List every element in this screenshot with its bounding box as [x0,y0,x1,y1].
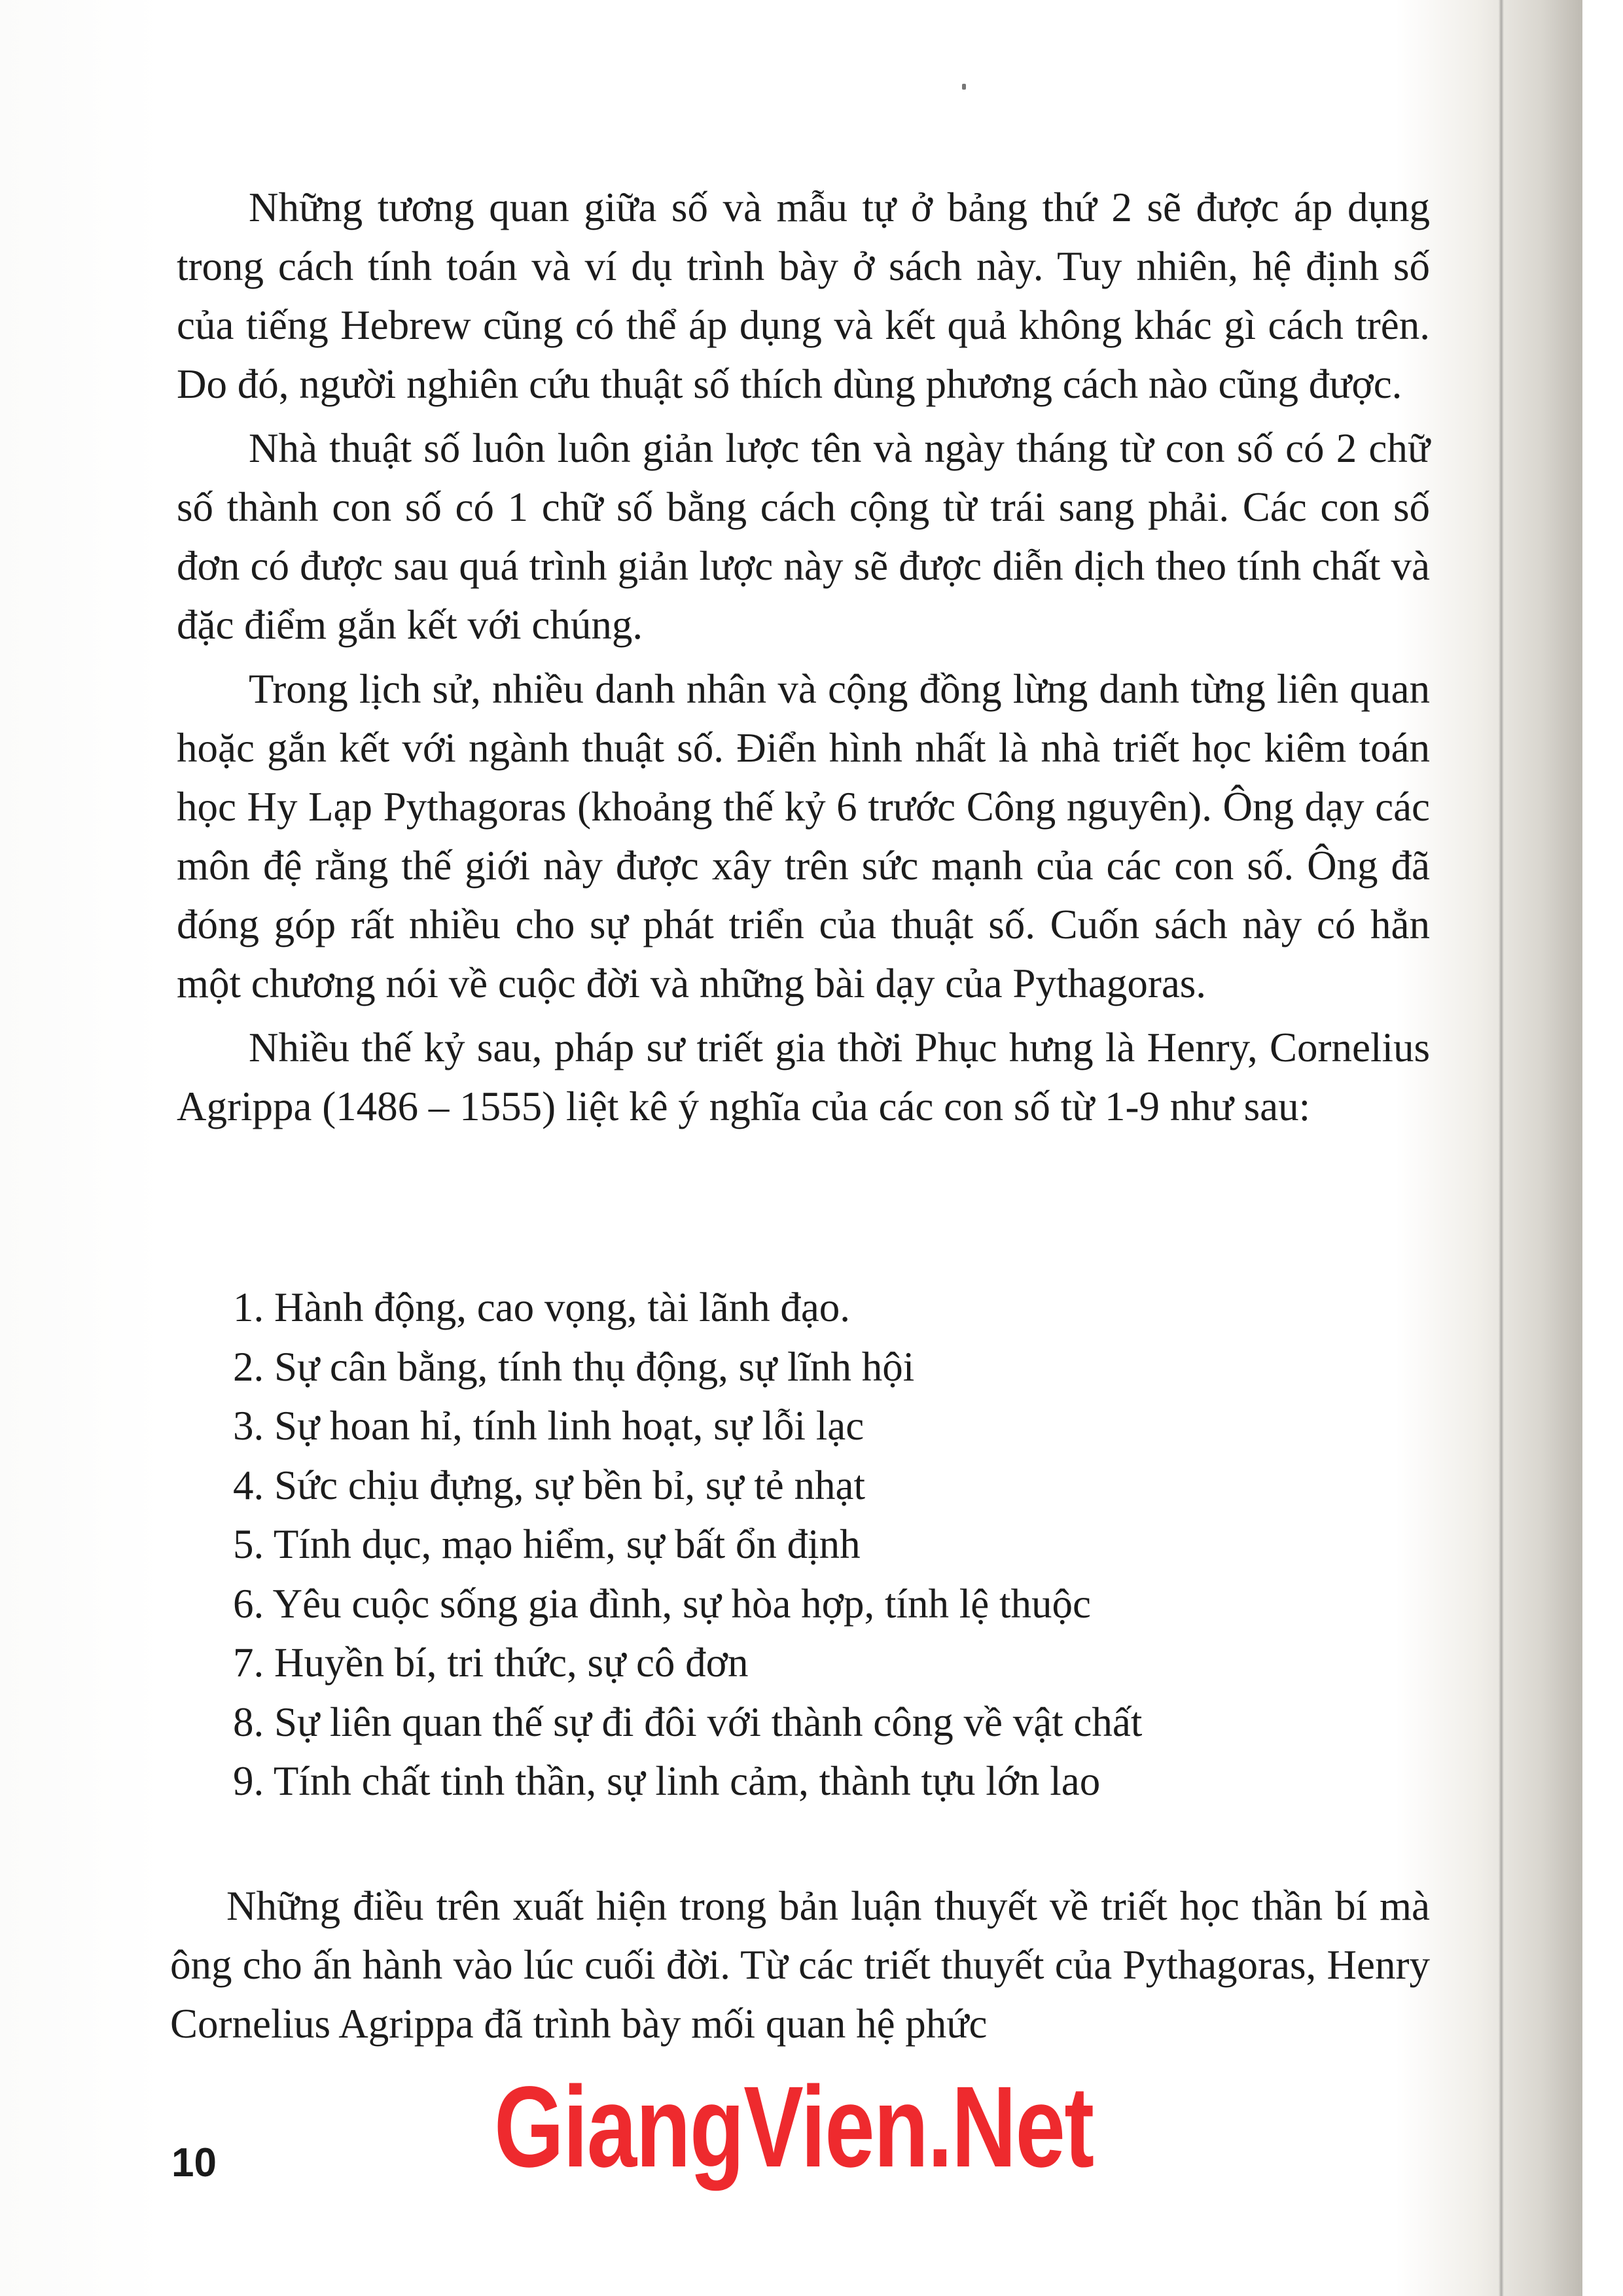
number-meaning-list [233,1278,1346,1811]
list-item: 2. Sự cân bằng, tính thụ động, sự lĩnh hội [233,1343,915,1390]
page-edge [1582,0,1623,2296]
closing-paragraph: Những điều trên xuất hiện trong bản luận thuyết về triết học thần bí mà ông cho ấn hành vào lúc cuối đời. Từ các triết thuyết của Pythagoras, Henry Cornelius Agrippa đã trình bày mối quan hệ phức [170,1883,1430,2047]
list-item: 8. Sự liên quan thế sự đi đôi với thành công về vật chất [233,1699,1143,1745]
list-item: 3. Sự hoan hỉ, tính linh hoạt, sự lỗi lạc [233,1403,865,1449]
list-item: 5. Tính dục, mạo hiểm, sự bất ổn định [233,1521,861,1567]
list-item: 9. Tính chất tinh thần, sự linh cảm, thành tựu lớn lao [233,1758,1101,1804]
watermark-logo: GiangVien.Net [494,2063,1094,2191]
closing-text [170,1877,1430,2053]
paragraph-2: Nhà thuật số luôn luôn giản lược tên và ngày tháng từ con số có 2 chữ số thành con số có 1 chữ số bằng cách cộng từ trái sang phải. Các con số đơn có được sau quá trình giản lược này sẽ được diễn dịch theo tính chất và đặc điểm gắn kết với chúng. [177,425,1430,648]
paragraph-1: Những tương quan giữa số và mẫu tự ở bảng thứ 2 sẽ được áp dụng trong cách tính toán và ví dụ trình bày ở sách này. Tuy nhiên, hệ định số của tiếng Hebrew cũng có thể áp dụng và kết quả không khác gì cách trên. Do đó, người nghiên cứu thuật số thích dùng phương cách nào cũng được. [177,185,1430,407]
paragraph-3: Trong lịch sử, nhiều danh nhân và cộng đồng lừng danh từng liên quan hoặc gắn kết với ngành thuật số. Điển hình nhất là nhà triết học kiêm toán học Hy Lạp Pythagoras (khoảng thế kỷ 6 trước Công nguyên). Ông dạy các môn đệ rằng thế giới này được xây trên sức mạnh của các con số. Ông đã đóng góp rất nhiều cho sự phát triển của thuật số. Cuốn sách này có hẳn một chương nói về cuộc đời và những bài dạy của Pythagoras. [177,666,1430,1006]
list-item: 7. Huyền bí, tri thức, sự cô đơn [233,1640,749,1686]
body-text [177,178,1430,1136]
list-item: 4. Sức chịu đựng, sự bền bỉ, sự tẻ nhạt [233,1462,865,1508]
book-spine-shadow [1499,0,1504,2296]
page-number: 10 [171,2140,217,2185]
print-speck [962,84,966,90]
list-item: 6. Yêu cuộc sống gia đình, sự hòa hợp, tính lệ thuộc [233,1580,1091,1627]
paragraph-4: Nhiều thế kỷ sau, pháp sư triết gia thời Phục hưng là Henry, Cornelius Agrippa (1486 – 1555) liệt kê ý nghĩa của các con số từ 1-9 như sau: [177,1025,1430,1129]
list-item: 1. Hành động, cao vọng, tài lãnh đạo. [233,1284,851,1330]
